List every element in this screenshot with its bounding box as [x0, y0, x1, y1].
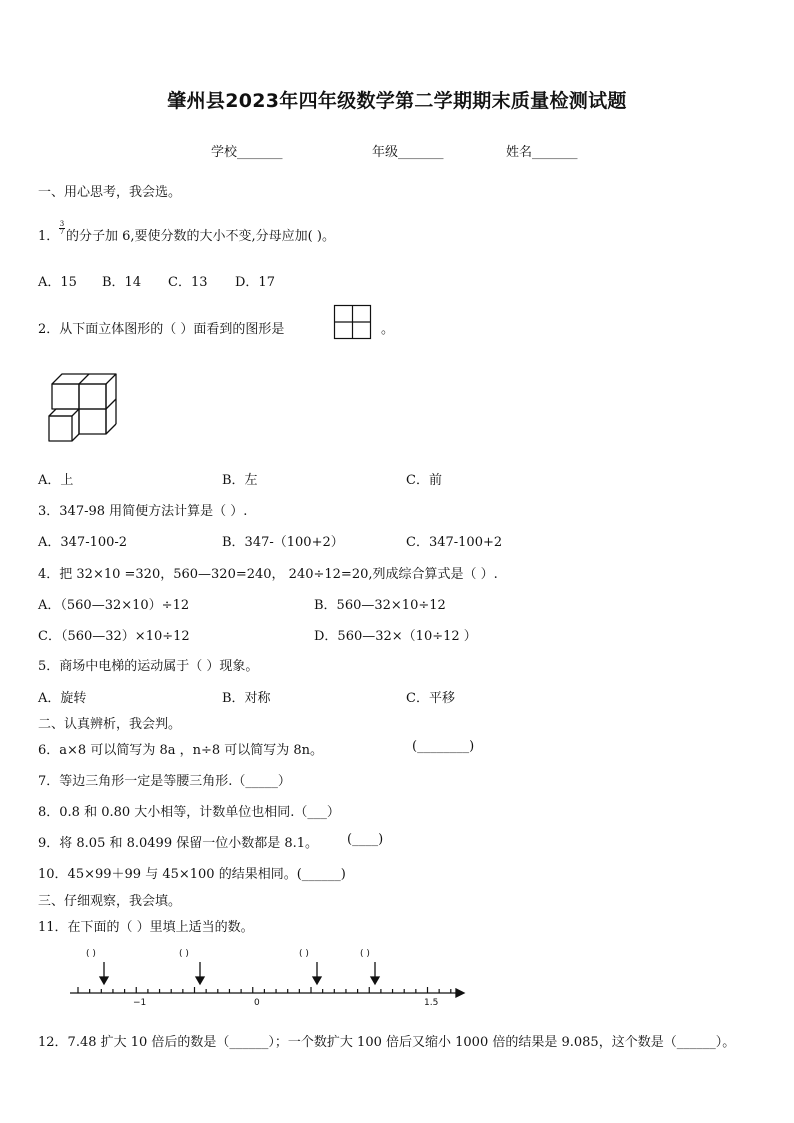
q9-answer-blank[interactable]: (____)	[347, 832, 384, 847]
q4-text: 4．把 32×10 =320，560—320=240， 240÷12=20,列成综合算式是（ ）.	[38, 567, 498, 582]
q5-option-b: B．对称	[222, 691, 271, 706]
q5-option-a: A．旋转	[38, 691, 87, 706]
tick-label-1-5: 1.5	[424, 998, 439, 1008]
q1-option-a: A．15	[38, 275, 77, 290]
q1-text: 的分子加 6,要使分数的大小不变,分母应加( )。	[66, 229, 335, 244]
q11-blank-4[interactable]: ( )	[360, 949, 370, 959]
q2-option-b: B．左	[222, 473, 258, 488]
q9-text: 9．将 8.05 和 8.0499 保留一位小数都是 8.1。	[38, 836, 319, 851]
q4-option-b: B．560—32×10÷12	[314, 598, 446, 613]
tick-label-0: 0	[254, 998, 260, 1008]
q6-text: 6．a×8 可以简写为 8a ，n÷8 可以简写为 8n。	[38, 743, 324, 758]
q7-text: 7．等边三角形一定是等腰三角形.（_____）	[38, 774, 291, 789]
tick-label-minus-1: −1	[133, 998, 147, 1008]
school-field: 学校_______	[211, 145, 283, 160]
q1-number: 1．	[38, 229, 60, 244]
q5-text: 5．商场中电梯的运动属于（ ）现象。	[38, 659, 259, 674]
q3-option-b: B．347-（100+2）	[222, 535, 344, 550]
q12-text: 12．7.48 扩大 10 倍后的数是（______）；一个数扩大 100 倍后又缩小 1000 倍的结果是 9.085，这个数是（______）。	[38, 1035, 736, 1050]
grade-field: 年级_______	[372, 145, 444, 160]
q11-number-line	[60, 960, 470, 1004]
q2-option-a: A．上	[38, 473, 74, 488]
page-title: 肇州县2023年四年级数学第二学期期末质量检测试题	[167, 90, 627, 112]
q4-option-d: D．560—32×（10÷12 ）	[314, 629, 477, 644]
q10-text: 10．45×99＋99 与 45×100 的结果相同。(______)	[38, 867, 346, 882]
q3-option-c: C．347-100+2	[406, 535, 503, 550]
q1-frac-denominator: 7	[59, 228, 65, 236]
name-field: 姓名_______	[506, 145, 578, 160]
q3-option-a: A．347-100-2	[38, 535, 128, 550]
q11-text: 11．在下面的（ ）里填上适当的数。	[38, 920, 254, 935]
q1-option-b: B．14	[102, 275, 142, 290]
q2-view-grid-figure	[334, 305, 372, 339]
section-1-heading: 一、用心思考，我会选。	[38, 185, 182, 200]
q11-blank-2[interactable]: ( )	[179, 949, 189, 959]
q4-option-a: A．（560—32×10）÷12	[38, 598, 190, 613]
q6-answer-blank[interactable]: (________)	[412, 739, 475, 754]
section-2-heading: 二、认真辨析，我会判。	[38, 717, 182, 732]
q2-cube-solid-figure	[44, 372, 124, 444]
q5-option-c: C．平移	[406, 691, 455, 706]
q3-text: 3．347-98 用简便方法计算是（ ）.	[38, 504, 248, 519]
q1-option-c: C．13	[168, 275, 208, 290]
section-3-heading: 三、仔细观察，我会填。	[38, 894, 182, 909]
q2-option-c: C．前	[406, 473, 442, 488]
number-line-ticks	[78, 987, 451, 993]
q8-text: 8．0.8 和 0.80 大小相等，计数单位也相同.（___）	[38, 805, 340, 820]
q4-option-c: C．（560—32）×10÷12	[38, 629, 190, 644]
q1-frac-numerator: 3	[59, 220, 65, 228]
q1-option-d: D．17	[235, 275, 275, 290]
q2-text: 2．从下面立体图形的（ ）面看到的图形是	[38, 322, 285, 337]
q11-blank-1[interactable]: ( )	[86, 949, 96, 959]
q2-end: 。	[381, 322, 395, 337]
q1-fraction	[59, 221, 65, 236]
q11-blank-3[interactable]: ( )	[299, 949, 309, 959]
